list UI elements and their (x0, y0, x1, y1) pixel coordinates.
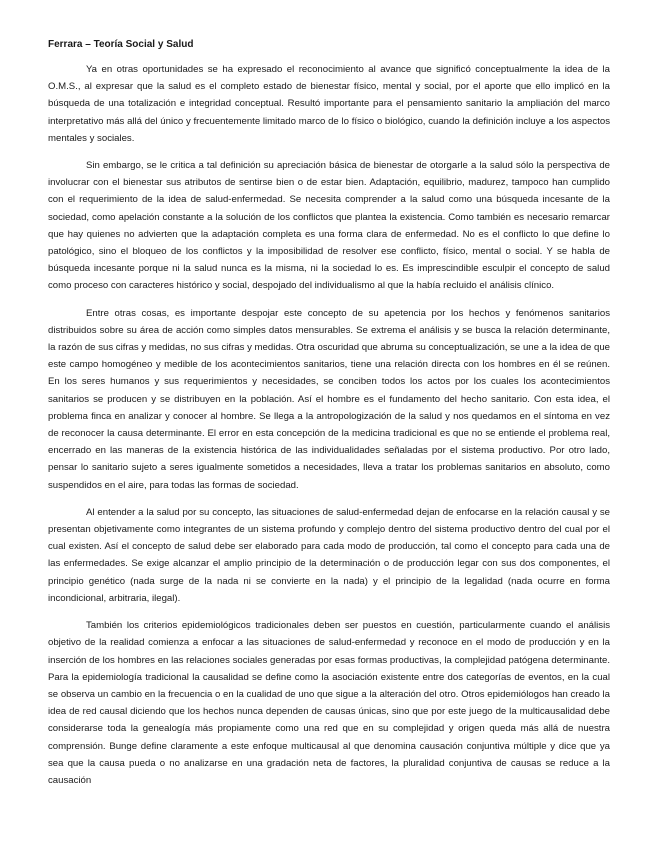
paragraph-1: Ya en otras oportunidades se ha expresado el reconocimiento al avance que significó conceptualmente la idea de la O.M.S., al expresar que la salud es el completo estado de bienestar físico, mental y social, por el aporte que ello implicó en la búsqueda de una totalización e integridad conceptual. Resultó importante para el pensamiento sanitario la ampliación del marco interpretativo más allá del único y frecuentemente limitado marco de lo físico o biológico, cuando la definición incluye a los aspectos mentales y sociales. (48, 64, 610, 144)
paragraph-4: Al entender a la salud por su concepto, las situaciones de salud-enfermedad dejan de enfocarse en la relación causal y se presentan objetivamente como integrantes de un sistema profundo y complejo dentro del sistema productivo dentro del cual por el cual existen. Así el concepto de salud debe ser elaborado para cada modo de producción, tal como el concepto para cada una de las enfermedades. Se exige alcanzar el amplio principio de la determinación o de producción legar con sus dos componentes, el principio genético (nada surge de la nada ni se convierte en la nada) y el principio de la legalidad (nada ocurre en forma incondicional, arbitraria, ilegal). (48, 506, 610, 604)
document-body (48, 38, 610, 799)
paragraph-2: Sin embargo, se le critica a tal definición su apreciación básica de bienestar de otorgarle a la salud sólo la perspectiva de involucrar con el bienestar sus atributos de sentirse bien o de estar bien. Adaptación, equilibrio, madurez, tampoco han cumplido con el requerimiento de la idea de salud-enfermedad. Se necesita comprender a la salud como una búsqueda incesante de la sociedad, como apelación constante a la solución de los conflictos que plantea la existencia. Como también es necesario remarcar que hay quienes no advierten que la adaptación completa es una forma clara de enfermedad. No es el conflicto lo que define lo patológico, sino el bloqueo de los conflictos y la imposibilidad de resolver ese conflicto, físico, mental o social. Y se habla de búsqueda incesante porque ni la salud nunca es la misma, ni la sociedad lo es. Es imprescindible esculpir el concepto de salud como proceso con caracteres histórico y social, despojado del individualismo al que la había recluido el análisis clínico. (48, 160, 610, 292)
paragraph-3: Entre otras cosas, es importante despojar este concepto de su apetencia por los hechos y fenómenos sanitarios distribuidos sobre su área de acción como simples datos mensurables. Se extrema el análisis y se busca la relación determinante, la razón de sus cifras y medidas, no sus cifras y medidas. Otra oscuridad que abruma su conceptualización, se une a la idea de que este campo homogéneo y medible de los acontecimientos sanitarios, tiene una relación directa con los hombres en él se reúnen. En los seres humanos y sus requerimientos y necesidades, se conciben todos los actos por los cuales los acontecimientos sanitarios se producen y se distribuyen en la población. Así el hombre es el fundamento del hecho sanitario. Con esta idea, el problema finca en analizar y conocer al hombre. Se llega a la antropologización de la salud y nos quedamos en el síntoma en vez de reconocer la causa determinante. El error en esta concepción de la medicina tradicional es que no se entiende el problema real, encerrado en las maneras de la existencia histórica de las individualidades señaladas por el sistema productivo. Por otro lado, pensar lo sanitario sujeto a seres igualmente sometidos a necesidades, lleva a tratar los problemas sanitarios en absoluto, como suspendidos en el aire, para todas las formas de sociedad. (48, 307, 610, 491)
paragraph-5: También los criterios epidemiológicos tradicionales deben ser puestos en cuestión, particularmente cuando el análisis objetivo de la realidad comienza a enfocar a las situaciones de salud-enfermedad y reconoce en el modo de producción y en la inserción de los hombres en las relaciones sociales generadas por esas formas productivas, la complejidad patógena determinante. Para la epidemiología tradicional la causalidad se define como la asociación existente entre dos categorías de eventos, en la cual se observa un cambio en la frecuencia o en la cualidad de uno que sigue a la alteración del otro. Otros epidemiólogos han creado la idea de red causal diciendo que los hechos nunca dependen de causas únicas, sino que por este juego de la multicausalidad debe considerarse toda la genealogía más propiamente como una red que en su complejidad y origen queda más allá de nuestra comprensión. Bunge define claramente a este enfoque multicausal al que denomina causación conjuntiva múltiple y dice que ya sea que la causa pueda o no analizarse en una gradación neta de factores, la pluralidad conjuntiva de causas se reduce a la causación (48, 620, 610, 786)
document-title: Ferrara – Teoría Social y Salud (48, 39, 194, 50)
